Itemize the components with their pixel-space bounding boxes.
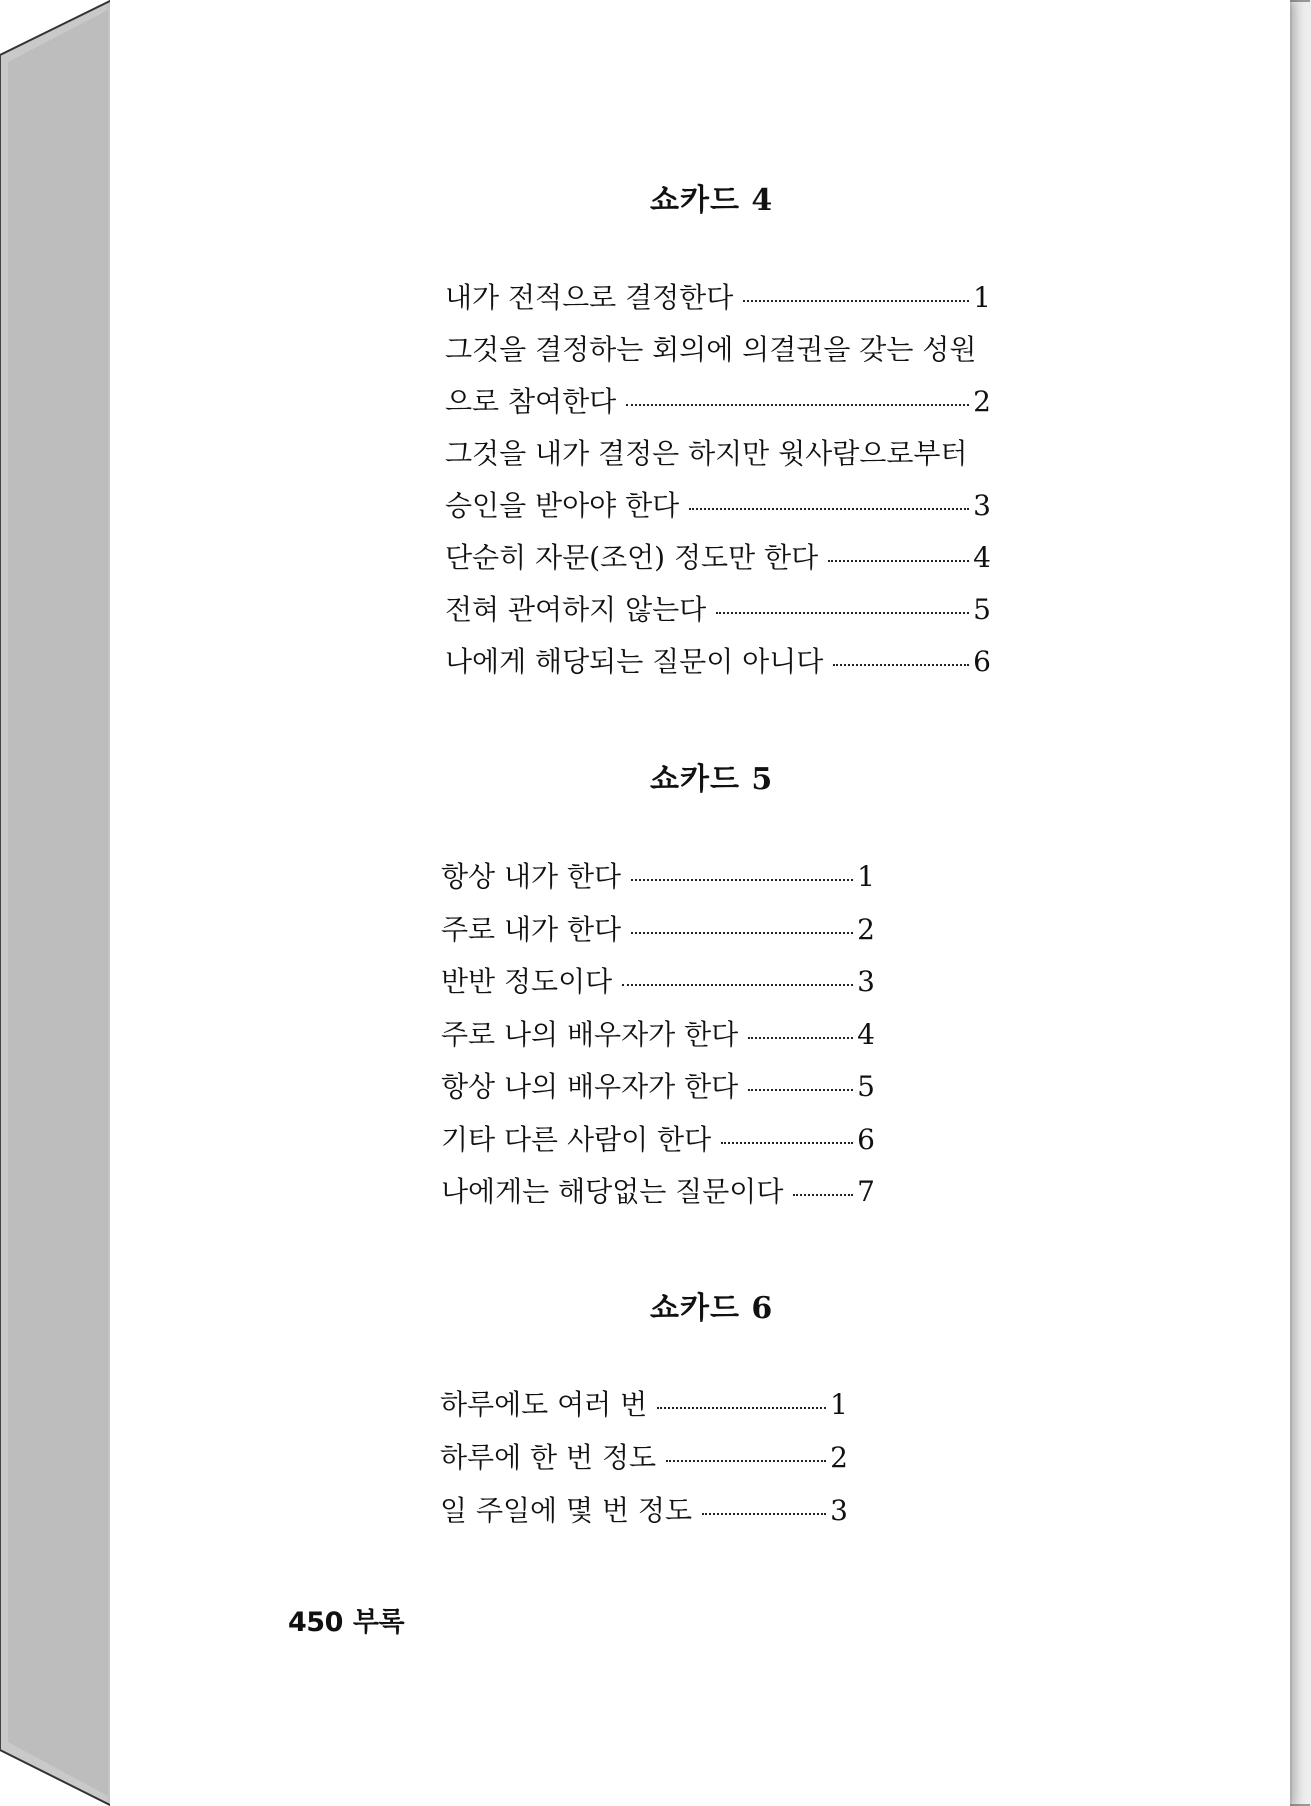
list-item — [445, 428, 991, 480]
entry-text: 나에게는 해당없는 질문이다 — [441, 1175, 784, 1208]
list-item — [440, 1485, 848, 1537]
section-title-showcard-5: 쇼카드 5 — [650, 762, 774, 797]
dot-leader — [631, 878, 853, 881]
section-label: 부록 — [352, 1607, 405, 1638]
entry-code: 3 — [830, 1494, 848, 1527]
list-item — [441, 1166, 875, 1218]
dot-leader — [657, 1406, 826, 1409]
dot-leader — [666, 1459, 826, 1462]
entry-code: 2 — [857, 913, 875, 946]
section-title-showcard-4: 쇼카드 4 — [650, 183, 774, 218]
book-page — [110, 0, 1290, 1806]
entry-code: 5 — [973, 593, 991, 626]
entry-code: 3 — [973, 489, 991, 522]
page-content — [110, 0, 1290, 1806]
entry-text: 일 주일에 몇 번 정도 — [440, 1494, 692, 1527]
entry-code: 1 — [830, 1388, 848, 1421]
dot-leader — [702, 1512, 826, 1515]
entry-text: 항상 내가 한다 — [441, 860, 622, 893]
entry-text: 그것을 내가 결정은 하지만 윗사람으로부터 — [445, 437, 968, 470]
dot-leader — [716, 611, 969, 614]
dot-leader — [748, 1036, 853, 1039]
entry-text: 그것을 결정하는 회의에 의결권을 갖는 성원 — [445, 333, 977, 366]
list-item — [441, 851, 875, 903]
entry-code: 6 — [973, 645, 991, 678]
dot-leader — [622, 983, 853, 986]
list-item — [445, 272, 991, 324]
entry-code: 7 — [857, 1175, 875, 1208]
dot-leader — [631, 931, 853, 934]
entry-text: 내가 전적으로 결정한다 — [445, 281, 734, 314]
list-item — [445, 584, 991, 636]
entry-code: 1 — [973, 281, 991, 314]
list-item — [445, 480, 991, 532]
entry-text: 주로 내가 한다 — [441, 913, 622, 946]
dot-leader — [626, 403, 969, 406]
list-item — [441, 904, 875, 956]
entry-text: 주로 나의 배우자가 한다 — [441, 1018, 739, 1051]
list-item — [445, 532, 991, 584]
page-number: 450 — [288, 1607, 343, 1638]
entry-text: 단순히 자문(조언) 정도만 한다 — [445, 541, 819, 574]
entry-code: 5 — [857, 1070, 875, 1103]
entry-text: 하루에 한 번 정도 — [440, 1441, 657, 1474]
entry-text: 하루에도 여러 번 — [440, 1388, 648, 1421]
list-item — [441, 1114, 875, 1166]
entry-code: 4 — [857, 1018, 875, 1051]
list-item — [440, 1379, 848, 1431]
list-item — [441, 956, 875, 1008]
list-item — [445, 376, 991, 428]
entry-text: 으로 참여한다 — [445, 385, 617, 418]
dot-leader — [689, 507, 969, 510]
dot-leader — [721, 1141, 853, 1144]
dot-leader — [793, 1193, 853, 1196]
entry-text: 승인을 받아야 한다 — [445, 489, 680, 522]
list-item — [441, 1009, 875, 1061]
list-item — [445, 324, 991, 376]
entry-code: 2 — [830, 1441, 848, 1474]
entry-code: 3 — [857, 965, 875, 998]
list-item — [440, 1432, 848, 1484]
entry-code: 4 — [973, 541, 991, 574]
page-footer — [288, 1600, 414, 1639]
entry-code: 6 — [857, 1123, 875, 1156]
list-item — [441, 1061, 875, 1113]
entry-text: 전혀 관여하지 않는다 — [445, 593, 707, 626]
entry-code: 2 — [973, 385, 991, 418]
entry-text: 기타 다른 사람이 한다 — [441, 1123, 712, 1156]
dot-leader — [833, 663, 969, 666]
entry-text: 나에게 해당되는 질문이 아니다 — [445, 645, 824, 678]
dot-leader — [748, 1088, 853, 1091]
section-title-showcard-6: 쇼카드 6 — [650, 1291, 774, 1326]
list-item — [445, 636, 991, 688]
entry-text: 항상 나의 배우자가 한다 — [441, 1070, 739, 1103]
dot-leader — [828, 559, 969, 562]
entry-text: 반반 정도이다 — [441, 965, 613, 998]
dot-leader — [743, 299, 969, 302]
entry-code: 1 — [857, 860, 875, 893]
